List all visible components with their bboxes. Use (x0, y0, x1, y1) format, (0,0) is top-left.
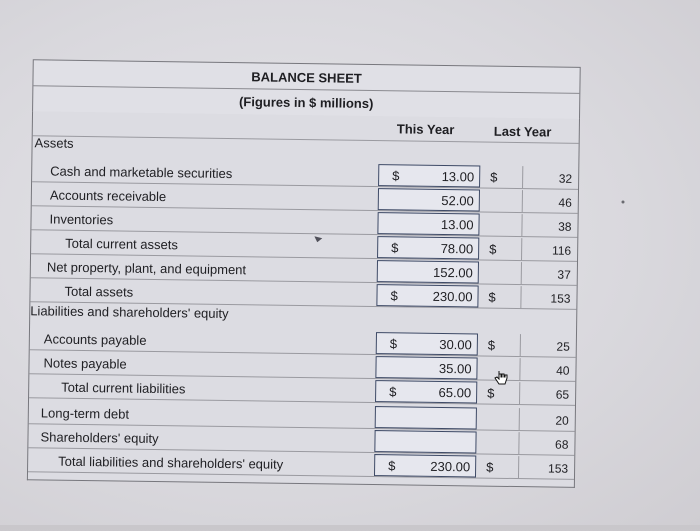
this-year-value: 13.00 (441, 168, 475, 185)
this-year-currency: $ (392, 168, 400, 184)
this-year-value: 65.00 (438, 384, 472, 401)
this-year-value: 78.00 (440, 240, 474, 257)
last-year-value: 153 (550, 291, 571, 306)
row-label: Net property, plant, and equipment (46, 259, 247, 278)
last-year-value: 25 (556, 339, 570, 354)
mouse-pointer-icon (494, 370, 510, 388)
this-year-input[interactable] (374, 430, 476, 453)
last-year-currency: $ (488, 289, 496, 305)
this-year-currency: $ (389, 336, 398, 352)
pen-mark-icon (314, 236, 322, 242)
row-label: Total current assets (65, 235, 179, 253)
row-label: Long-term debt (40, 405, 130, 422)
this-year-currency: $ (389, 384, 397, 400)
last-year-currency: $ (490, 169, 498, 185)
row-label: Accounts payable (43, 331, 147, 348)
sheet-subtitle: (Figures in $ millions) (238, 94, 374, 112)
row-label: Total liabilities and shareholders' equity (58, 453, 284, 472)
this-year-value: 230.00 (430, 458, 471, 475)
this-year-value: 152.00 (432, 264, 473, 281)
last-year-value: 65 (555, 387, 570, 402)
this-year-currency: $ (391, 240, 399, 256)
row-label: Total current liabilities (61, 379, 186, 397)
this-year-currency: $ (390, 288, 398, 304)
last-year-value: 46 (558, 195, 572, 210)
this-year-value: 52.00 (441, 192, 474, 209)
last-year-currency: $ (489, 241, 497, 257)
row-label: Inventories (49, 211, 114, 228)
this-year-value: 35.00 (438, 360, 472, 377)
last-year-value: 68 (554, 437, 569, 452)
this-year-input[interactable] (375, 406, 477, 429)
last-year-currency: $ (487, 337, 496, 353)
last-year-value: 153 (547, 461, 569, 476)
sheet-body (27, 111, 580, 488)
row-label: Accounts receivable (49, 187, 167, 205)
column-header-this-year: This Year (396, 121, 455, 138)
last-year-currency: $ (487, 385, 495, 401)
last-year-value: 32 (558, 171, 573, 186)
section-liabilities: Liabilities and shareholders' equity (30, 303, 229, 322)
last-year-value: 38 (558, 219, 572, 234)
last-year-currency: $ (486, 459, 494, 475)
screen-speck-icon (621, 200, 625, 204)
this-year-value: 30.00 (439, 336, 472, 353)
sheet-title: BALANCE SHEET (251, 69, 362, 86)
this-year-value: 13.00 (440, 216, 474, 233)
last-year-value: 116 (551, 243, 572, 258)
row-label: Total assets (64, 283, 134, 300)
last-year-value: 40 (556, 363, 570, 378)
last-year-value: 20 (555, 413, 569, 428)
row-label: Shareholders' equity (40, 429, 159, 447)
this-year-currency: $ (388, 458, 396, 474)
last-year-value: 37 (557, 267, 571, 282)
row-label: Notes payable (43, 355, 127, 372)
column-header-last-year: Last Year (493, 123, 552, 140)
this-year-value: 230.00 (432, 288, 473, 305)
row-label: Cash and marketable securities (50, 163, 233, 182)
section-assets: Assets (34, 135, 74, 151)
